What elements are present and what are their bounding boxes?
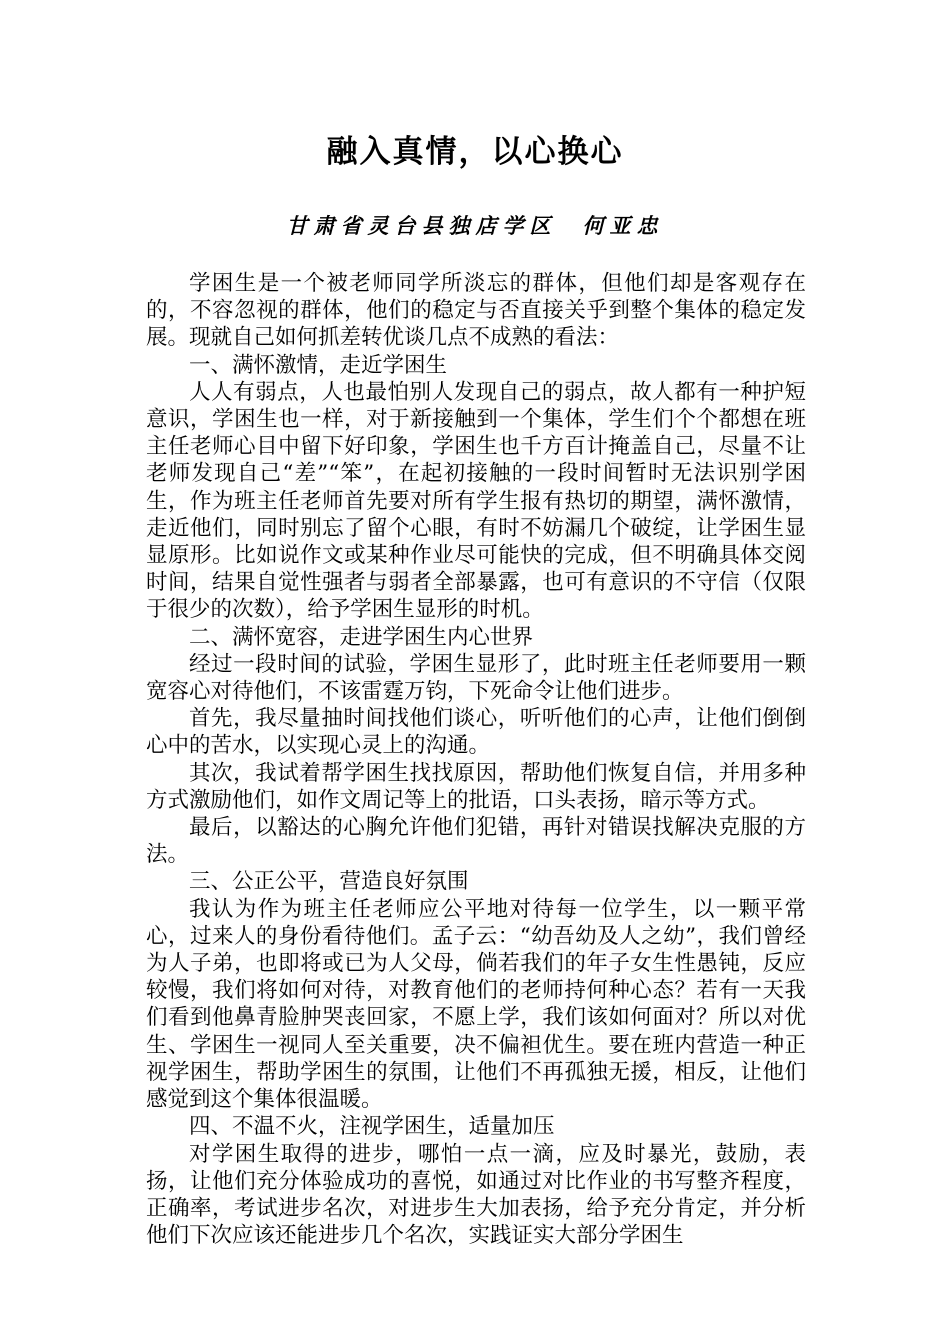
author-organization: 甘肃省灵台县独店学区 <box>286 213 557 238</box>
author-line <box>0 210 950 240</box>
document-body <box>146 270 806 1249</box>
paragraph: 首先，我尽量抽时间找他们谈心，听听他们的心声，让他们倒倒心中的苦水，以实现心灵上的沟通。 <box>146 706 806 759</box>
section-heading-2: 二、满怀宽容，走进学困生内心世界 <box>189 624 534 650</box>
author-name: 何亚忠 <box>582 213 664 238</box>
paragraph: 对学困生取得的进步，哪怕一点一滴，应及时暴光，鼓励，表扬，让他们充分体验成功的喜悦，如通过对比作业的书写整齐程度，正确率，考试进步名次，对进步生大加表扬，给予充分肯定，并分析他们下次应该还能进步几个名次，实践证实大部分学困生 <box>146 1141 806 1249</box>
section-heading-4: 四、不温不火，注视学困生，适量加压 <box>189 1114 555 1140</box>
paragraph: 最后，以豁达的心胸允许他们犯错，再针对错误找解决克服的方法。 <box>146 815 806 868</box>
section-heading-1: 一、满怀激情，走近学困生 <box>189 352 448 378</box>
paragraph: 其次，我试着帮学困生找找原因，帮助他们恢复自信，并用多种方式激励他们，如作文周记等上的批语，口头表扬，暗示等方式。 <box>146 760 806 813</box>
paragraph-intro: 学困生是一个被老师同学所淡忘的群体，但他们却是客观存在的，不容忽视的群体，他们的稳定与否直接关乎到整个集体的稳定发展。现就自己如何抓差转优谈几点不成熟的看法： <box>146 271 806 351</box>
paragraph: 我认为作为班主任老师应公平地对待每一位学生，以一颗平常心，过来人的身份看待他们。孟子云：“幼吾幼及人之幼”，我们曾经为人子弟，也即将或已为人父母，倘若我们的年子女生性愚钝，反应较慢，我们将如何对待，对教育他们的老师持何种心态？若有一天我们看到他鼻青脸肿哭丧回家，不愿上学，我们该如何面对？所以对优生、学困生一视同人至关重要，决不偏袒优生。要在班内营造一种正视学困生，帮助学困生的氛围，让他们不再孤独无援，相反，让他们感觉到这个集体很温暖。 <box>146 896 806 1113</box>
section-heading-3: 三、公正公平，营造良好氛围 <box>189 869 469 895</box>
paragraph: 经过一段时间的试验，学困生显形了，此时班主任老师要用一颗 宽容心对待他们，不该雷霆万钧，下死命令让他们进步。 <box>146 651 806 705</box>
document-title: 融入真情，以心换心 <box>326 134 624 170</box>
paragraph: 人人有弱点，人也最怕别人发现自己的弱点，故人都有一种护短意识，学困生也一样，对于新接触到一个集体，学生们个个都想在班主任老师心目中留下好印象，学困生也千方百计掩盖自己，尽量不让老师发现自己“差”“笨”，在起初接触的一段时间暂时无法识别学困生，作为班主任老师首先要对所有学生报有热切的期望，满怀激情，走近他们，同时别忘了留个心眼，有时不妨漏几个破绽，让学困生显显原形。比如说作文或某种作业尽可能快的完成，但不明确具体交阅时间，结果自觉性强者与弱者全部暴露，也可有意识的不守信（仅限于很少的次数），给予学困生显形的时机。 <box>146 379 806 623</box>
